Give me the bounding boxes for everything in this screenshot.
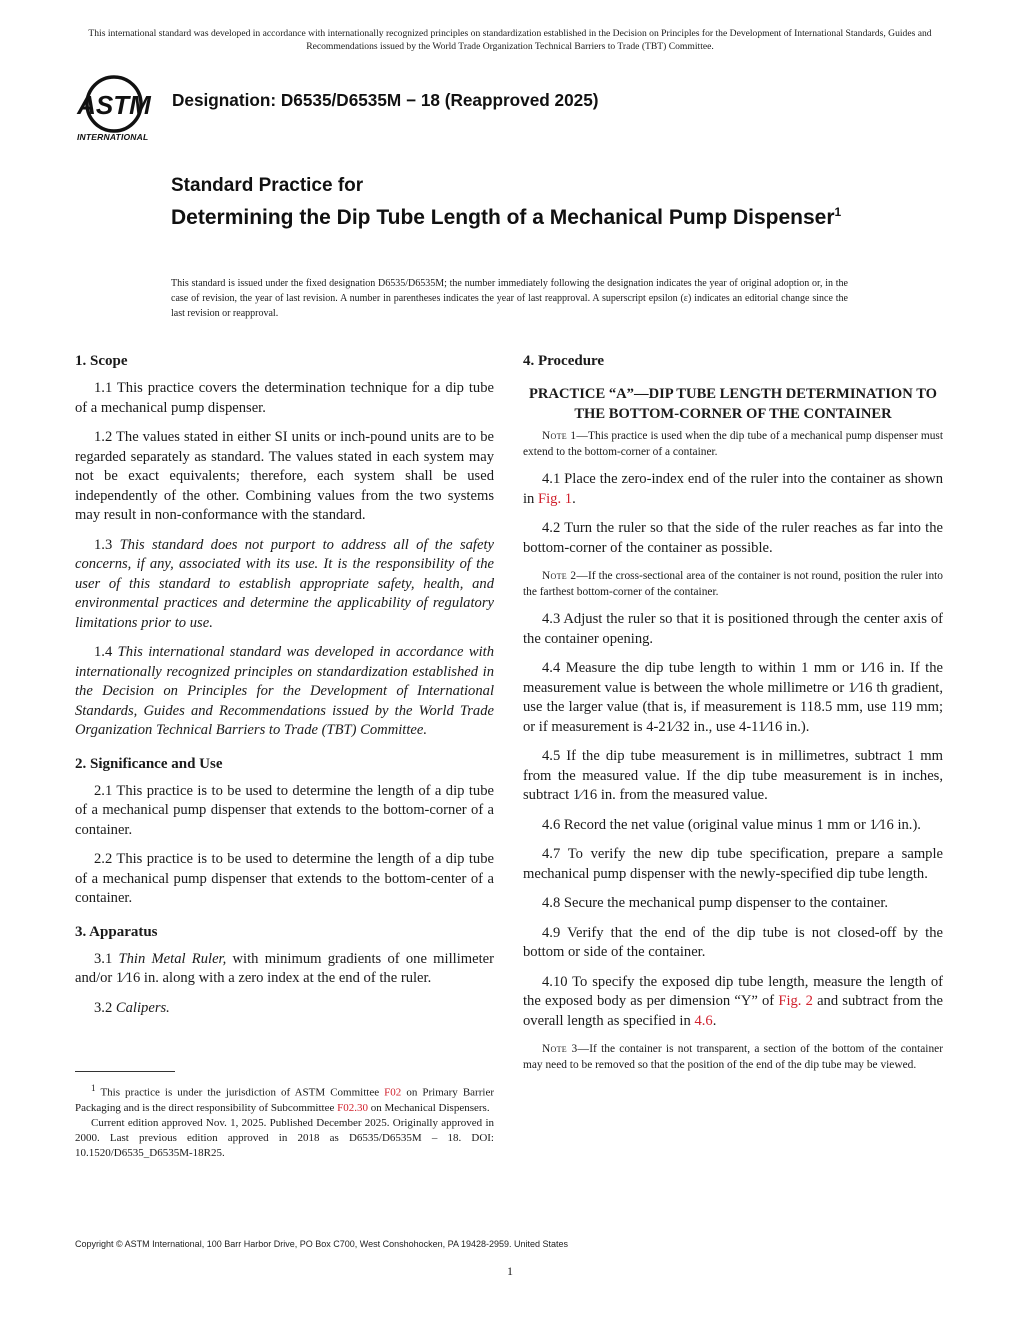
note-2: Note 2—If the cross-sectional area of the container is not round, position the ruler into the farthest bottom-corner of the container.: [523, 570, 943, 598]
logo-letters: ASTM: [77, 90, 151, 120]
section-4-6-link[interactable]: 4.6: [694, 1012, 713, 1029]
fig-1-link[interactable]: Fig. 1: [538, 490, 573, 507]
footnote-1: $^1$ This practice is under the jurisdiction of ASTM Committee F02 on Primary Barrier Packaging and is the direct responsibility of Subcommittee F02.30 on Mechanical Dispensers.: [75, 1083, 494, 1114]
left-column: [75, 352, 494, 1028]
paragraph-1-1: 1.1 This practice covers the determination technique for a dip tube of a mechanical pump dispenser.: [75, 380, 494, 416]
title-footnote-ref: 1: [834, 205, 842, 219]
paragraph-1-3: 1.3 This standard does not purport to address all of the safety concerns, if any, associated with its use. It is the responsibility of the user of this standard to establish appropriate safety, health, and environmental practices and determine the applicability of regulatory limitations prior to use.: [75, 536, 494, 631]
paragraph-4-6: 4.6 Record the net value (original value minus 1 mm or 1⁄16 in.).: [542, 816, 921, 833]
paragraph-4-8: 4.8 Secure the mechanical pump dispenser to the container.: [542, 895, 889, 911]
footnote-divider: [75, 1071, 175, 1072]
paragraph-4-2: 4.2 Turn the ruler so that the side of the ruler reaches as far into the bottom-corner of the container as possible.: [523, 520, 943, 556]
paragraph-4-5: 4.5 If the dip tube measurement is in millimetres, subtract 1 mm from the measured value. If the dip tube measurement is in inches, subtract 1⁄16 in. from the measured value.: [523, 748, 943, 803]
designation: Designation: D6535/D6535M − 18 (Reapproved 2025): [172, 90, 599, 110]
standard-note: This standard is issued under the fixed designation D6535/D6535M; the number immediately following the designation indicates the year of original adoption or, in the case of revision, the year of last revision. A number in parentheses indicates the year of last reapproval. A superscript epsilon (ε) indicates an editorial change since the last revision or reapproval.: [171, 278, 848, 319]
practice-a-heading: PRACTICE “A”—DIP TUBE LENGTH DETERMINATION TO THE BOTTOM-CORNER OF THE CONTAINER: [528, 386, 938, 422]
right-column: [523, 352, 943, 1083]
paragraph-3-1: 3.1 Thin Metal Ruler, with minimum gradients of one millimeter and/or 1⁄16 in. along with a zero index at the end of the ruler.: [75, 950, 494, 986]
paragraph-4-1: 4.1 Place the zero-index end of the ruler into the container as shown in Fig. 1.: [523, 471, 943, 507]
section-heading-procedure: 4. Procedure: [523, 353, 605, 369]
title-line1: Standard Practice for: [171, 175, 364, 196]
paragraph-3-2: 3.2 Calipers.: [94, 999, 170, 1016]
page-title: Determining the Dip Tube Length of a Mechanical Pump Dispenser$^1$: [171, 205, 842, 229]
section-heading-apparatus: 3. Apparatus: [75, 923, 158, 940]
logo-caption: INTERNATIONAL: [77, 132, 149, 142]
page-number: 1: [507, 1264, 513, 1278]
paragraph-1-4: 1.4 This international standard was developed in accordance with internationally recognized principles on standardization established in the Decision on Principles for the Development of International Standards, Guides and Recommendations issued by the World Trade Organization Technical Barriers to Trade (TBT) Committee.: [75, 644, 495, 738]
paragraph-4-9: 4.9 Verify that the end of the dip tube is not closed-off by the bottom or side of the container.: [523, 924, 943, 960]
footnote-edition: Current edition approved Nov. 1, 2025. Published December 2025. Originally approved in 2000. Last previous edition approved in 2018 as D6535/D6535M – 18. DOI: 10.1520/D6535_D6535M-18R25.: [75, 1116, 494, 1159]
paragraph-2-1: 2.1 This practice is to be used to determine the length of a dip tube of a mechanical pump dispenser that extends to the bottom-corner of a container.: [75, 782, 494, 838]
fig-2-link[interactable]: Fig. 2: [778, 993, 813, 1009]
committee-f02-link[interactable]: F02: [384, 1086, 402, 1099]
paragraph-4-10: 4.10 To specify the exposed dip tube length, measure the length of the exposed body as per dimension “Y” of Fig. 2 and subtract from the overall length as specified in 4.6.: [523, 973, 943, 1029]
header-notice: This international standard was developed in accordance with internationally recognized principles on standardization established in the Decision on Principles for the Development of International Standards, Guides and Recommendations issued by the World Trade Organization Technical Barriers to Trade (TBT) Committee.: [88, 28, 932, 52]
note-1: Note 1—This practice is used when the dip tube of a mechanical pump dispenser must extend to the bottom-corner of a container.: [523, 430, 943, 458]
section-heading-scope: 1. Scope: [75, 353, 128, 369]
title-block: [171, 174, 891, 231]
paragraph-2-2: 2.2 This practice is to be used to determine the length of a dip tube of a mechanical pump dispenser that extends to the bottom-center of a container.: [75, 851, 494, 906]
note-3: Note 3—If the container is not transparent, a section of the bottom of the container may need to be removed so that the position of the end of the dip tube may be viewed.: [523, 1043, 943, 1071]
footnotes: [75, 1081, 494, 1161]
paragraph-4-3: 4.3 Adjust the ruler so that it is positioned through the center axis of the container opening.: [523, 611, 943, 647]
copyright: Copyright © ASTM International, 100 Barr Harbor Drive, PO Box C700, West Conshohocken, PA 19428-2959. United States: [75, 1239, 569, 1249]
paragraph-4-7: 4.7 To verify the new dip tube specification, prepare a sample mechanical pump dispenser with the newly-specified dip tube length.: [523, 846, 943, 882]
subcommittee-f02-30-link[interactable]: F02.30: [337, 1101, 368, 1114]
paragraph-4-4: 4.4 Measure the dip tube length to within 1 mm or 1⁄16 in. If the measurement value is between the whole millimetre or 1⁄16 th gradient, use the larger value (that is, if measurement is 118.5 mm, use 119 mm; or if measurement is 4-21⁄32 in., use 4-11⁄16 in.).: [523, 660, 943, 735]
paragraph-1-2: 1.2 The values stated in either SI units or inch-pound units are to be regarded separately as standard. The values stated in each system may not be exact equivalents; therefore, each system shall be used independently of the other. Combining values from the two systems may result in non-conformance with the standard.: [75, 429, 494, 523]
section-heading-significance: 2. Significance and Use: [75, 755, 223, 772]
